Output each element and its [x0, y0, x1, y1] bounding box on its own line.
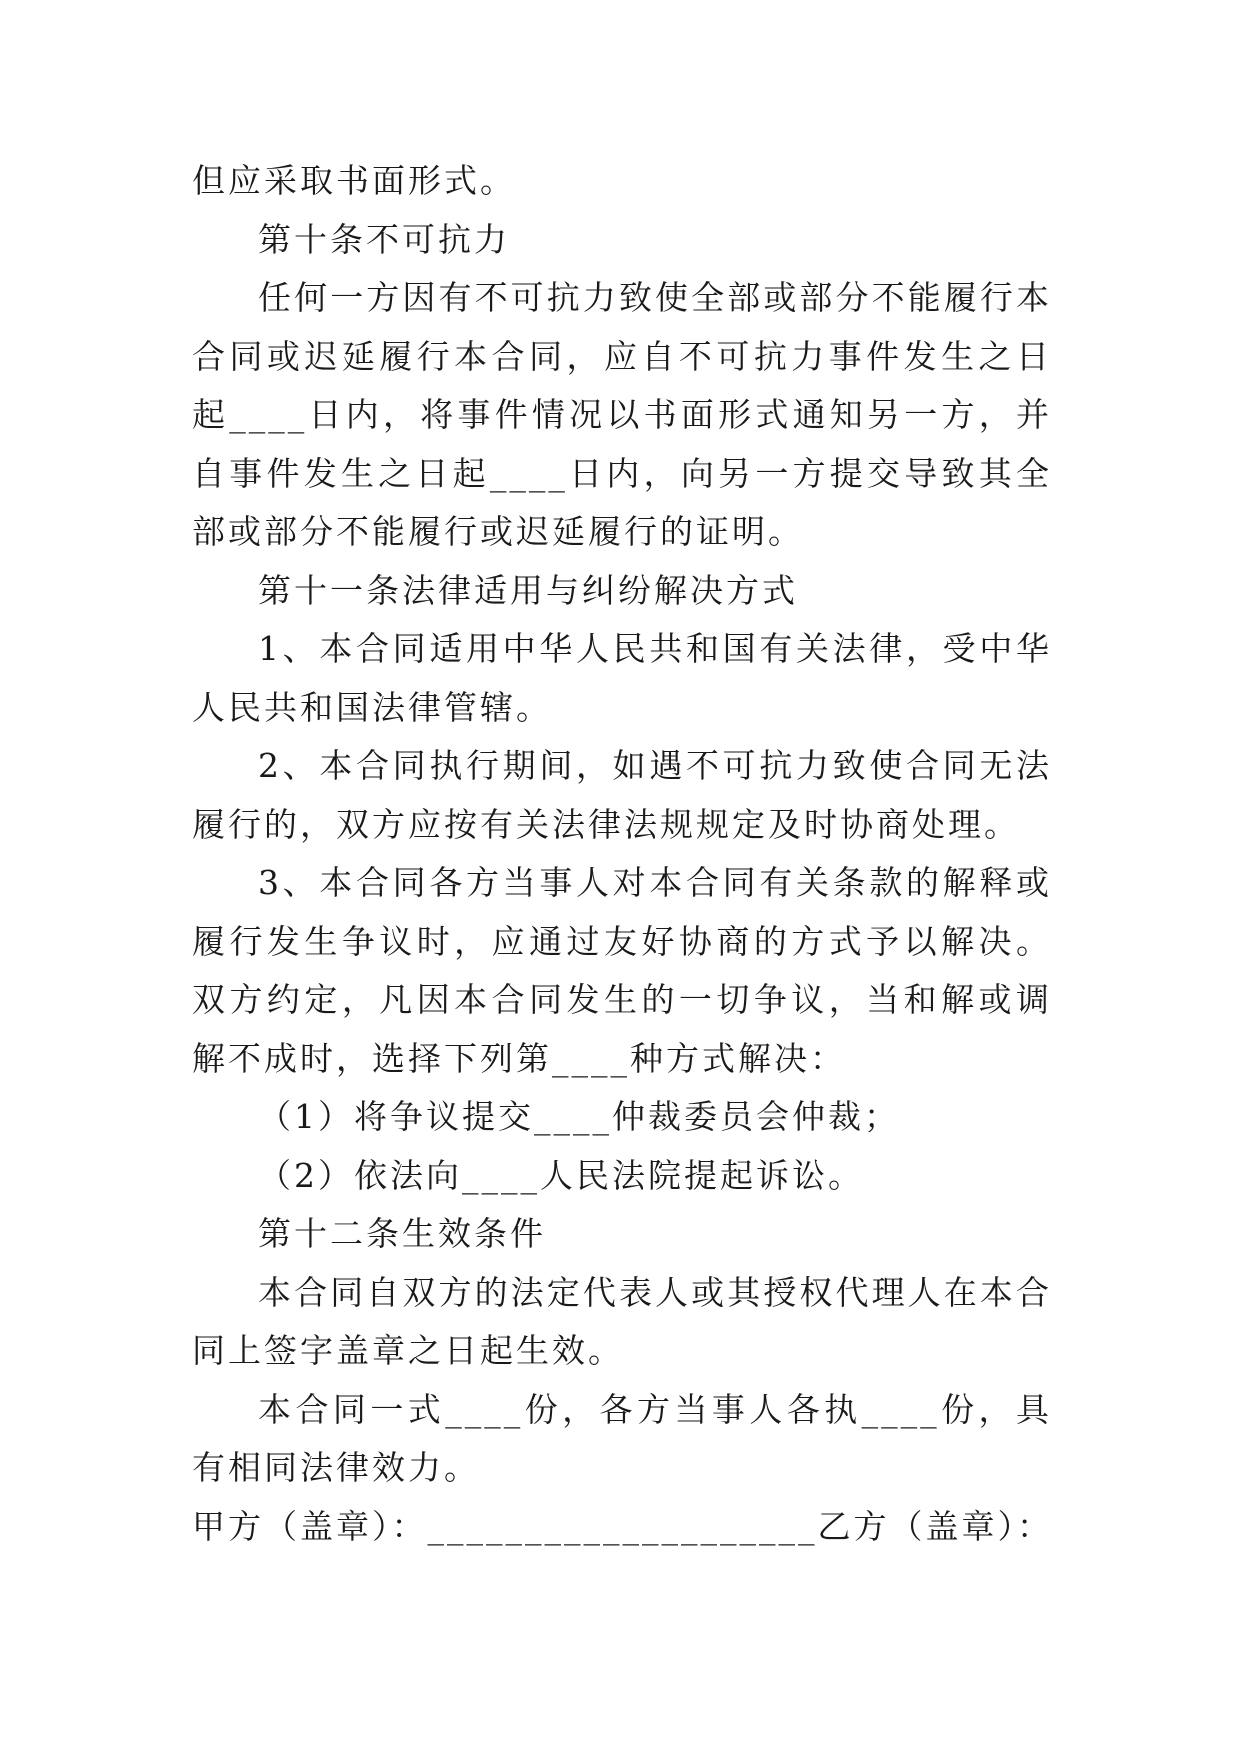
article-11-heading: 第十一条法律适用与纠纷解决方式: [258, 570, 798, 610]
party-a-blank: ____________________: [427, 1506, 818, 1546]
article-12-heading: 第十二条生效条件: [258, 1214, 546, 1253]
article-11-clause-2: 2、本合同执行期间，如遇不可抗力致使合同无法履行的，双方应按有关法律法规规定及时协商处理。: [192, 746, 1052, 844]
article-11-clause-3: 3、本合同各方当事人对本合同有关条款的解释或履行发生争议时，应通过友好协商的方式予以解决。双方约定，凡因本合同发生的一切争议，当和解或调解不成时，选择下列第____种方式解决：: [192, 863, 1052, 1078]
article-11-clause-1: 1、本合同适用中华人民共和国有关法律，受中华人民共和国法律管辖。: [192, 629, 1052, 727]
party-a-label: 甲方（盖章）：: [192, 1506, 428, 1546]
signature-line: [192, 1498, 1052, 1557]
option-litigation: （2）依法向____人民法院提起诉讼。: [258, 1155, 864, 1195]
article-12-body: 本合同自双方的法定代表人或其授权代理人在本合同上签字盖章之日起生效。: [192, 1272, 1052, 1370]
document-body: [192, 152, 1052, 1556]
party-b-label: 乙方（盖章）：: [817, 1506, 1053, 1546]
article-10-body: 任何一方因有不可抗力致使全部或部分不能履行本合同或迟延履行本合同，应自不可抗力事件发生之日起____日内，将事件情况以书面形式通知另一方，并自事件发生之日起____日内，向另一方提交导致其全部或部分不能履行或迟延履行的证明。: [192, 278, 1052, 551]
paragraph-continuation: 但应采取书面形式。: [192, 161, 516, 200]
article-10-heading: 第十条不可抗力: [258, 219, 510, 259]
copies-clause: 本合同一式____份，各方当事人各执____份，具有相同法律效力。: [192, 1389, 1052, 1487]
option-arbitration: （1）将争议提交____仲裁委员会仲裁；: [258, 1097, 900, 1136]
